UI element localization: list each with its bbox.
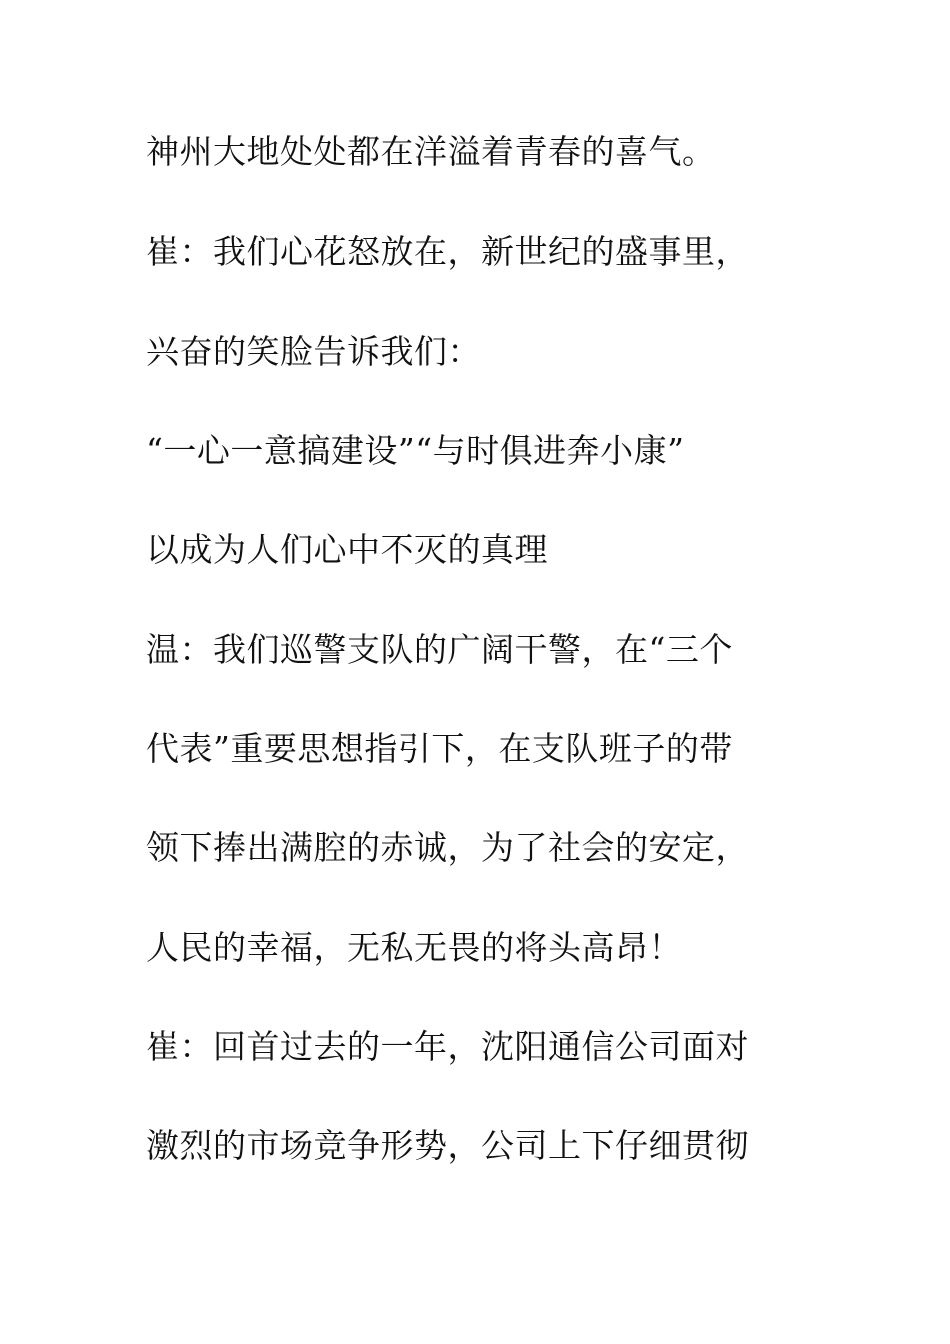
text-line: 崔：我们心花怒放在，新世纪的盛事里， xyxy=(146,232,749,271)
text-line: 崔：回首过去的一年，沈阳通信公司面对 xyxy=(146,1027,749,1066)
text-line: 领下捧出满腔的赤诚，为了社会的安定， xyxy=(146,828,749,867)
text-line: 激烈的市场竞争形势，公司上下仔细贯彻 xyxy=(146,1126,749,1165)
text-line: 温：我们巡警支队的广阔干警，在“三个 xyxy=(146,630,733,669)
text-line: 代表”重要思想指引下，在支队班子的带 xyxy=(146,729,733,768)
text-line: 人民的幸福，无私无畏的将头高昂！ xyxy=(146,928,682,967)
text-line: “一心一意搞建设”“与时俱进奔小康” xyxy=(146,431,685,470)
text-line: 兴奋的笑脸告诉我们： xyxy=(146,332,481,371)
text-line: 神州大地处处都在洋溢着青春的喜气。 xyxy=(146,132,716,171)
text-line: 以成为人们心中不灭的真理 xyxy=(146,530,548,569)
